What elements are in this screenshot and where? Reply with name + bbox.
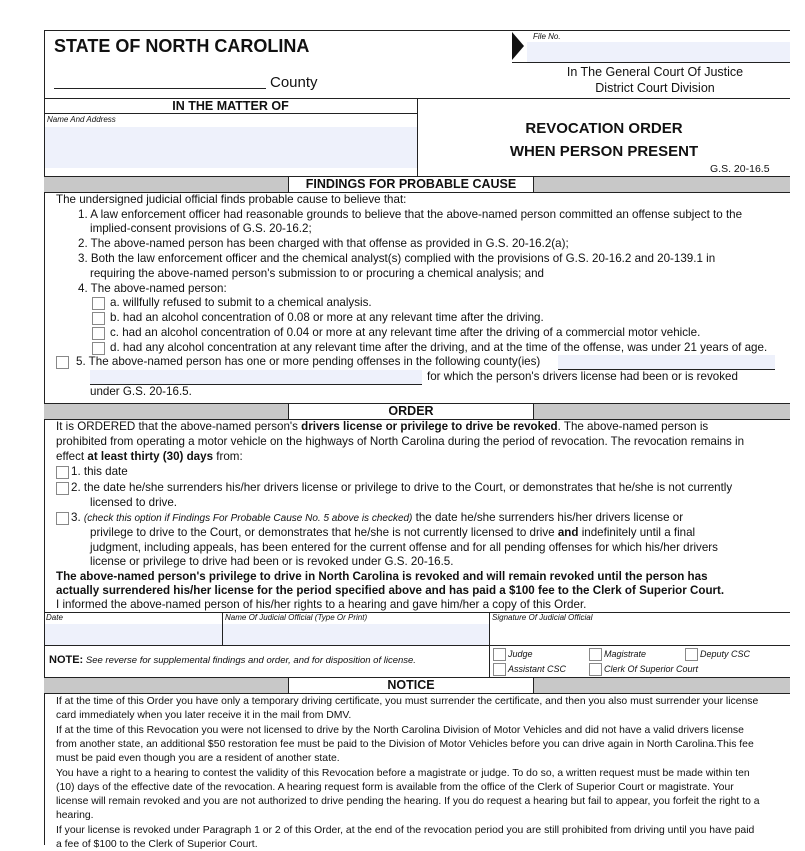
role-clerk: Clerk Of Superior Court [604,664,699,674]
finding-1-cont: implied-consent provisions of G.S. 20-16.2; [90,222,312,235]
order-option-1: 1. this date [71,465,128,478]
notice-line: If your license is revoked under Paragraph 1 or 2 of this Order, at the end of the revocation period you are still prohibited from driving until you have paid [56,825,755,836]
checkbox-4d[interactable] [92,342,105,355]
signature-label: Signature Of Judicial Official [492,613,593,622]
county-label: County [270,74,318,91]
finding-4a: a. willfully refused to submit to a chemical analysis. [110,296,372,309]
checkbox-magistrate[interactable] [589,648,602,661]
order-para-2: prohibited from operating a motor vehicle on the highways of North Carolina during the period of revocation. The revocation remains in [56,435,745,448]
divider [512,62,790,63]
state-title: STATE OF NORTH CAROLINA [54,36,310,56]
file-no-label: File No. [533,32,561,41]
order-option-2-cont: licensed to drive. [90,496,177,509]
finding-4: 4. The above-named person: [78,282,227,295]
order-heading-bar [44,403,790,420]
divider [44,113,417,114]
judicial-name-input[interactable] [223,624,489,645]
name-address-label: Name And Address [47,115,116,124]
divider [44,645,790,646]
county-line [54,88,266,89]
file-arrow-icon [512,32,524,60]
notice-line: card immediately when you later receive it in the mail from DMV. [56,710,352,721]
checkbox-4c[interactable] [92,327,105,340]
name-address-input[interactable] [45,127,417,168]
role-magistrate: Magistrate [604,649,647,659]
finding-5-statute: under G.S. 20-16.5. [90,385,192,398]
order-option-3-cont2: judgment, including appeals, has been entered for the current offense and for all pending offenses for which his/her drivers [90,541,718,554]
judicial-name-label: Name Of Judicial Official (Type Or Print) [225,613,368,622]
checkbox-assistant-csc[interactable] [493,663,506,676]
order-heading: ORDER [288,404,534,419]
date-label: Date [46,613,63,622]
matter-heading: IN THE MATTER OF [172,99,289,113]
notice-line: must be paid even though you are a resident of another state. [56,753,340,764]
finding-3: 3. Both the law enforcement officer and the chemical analyst(s) complied with the provisions of G.S. 20-16.2 and 20-139.1 in [78,252,716,265]
informed-statement: I informed the above-named person of his/her rights to a hearing and gave him/her a copy of this Order. [56,598,587,611]
note-text: NOTE: See reverse for supplemental findings and order, and for disposition of license. [49,654,416,666]
checkbox-order-3[interactable] [56,512,69,525]
finding-1: 1. A law enforcement officer had reasonable grounds to believe that the above-named person committed an offense subject to the [78,208,743,221]
form-title-1: REVOCATION ORDER [525,120,683,137]
notice-heading: NOTICE [288,678,534,693]
notice-line: You have a right to a hearing to contest the validity of this Revocation before a magistrate or judge. To do so, a written request must be made within ten [56,768,750,779]
checkbox-order-1[interactable] [56,466,69,479]
county-list-input[interactable] [558,355,775,370]
checkbox-4b[interactable] [92,312,105,325]
divider [44,612,790,613]
county-list-input-2[interactable] [90,370,422,385]
checkbox-4a[interactable] [92,297,105,310]
court-name: In The General Court Of Justice [566,65,744,79]
role-assistant-csc: Assistant CSC [508,664,567,674]
role-deputy-csc: Deputy CSC [700,649,751,659]
divider [417,98,418,176]
notice-heading-bar [44,677,790,694]
findings-heading-bar [44,176,790,193]
order-option-2: 2. the date he/she surrenders his/her drivers license or privilege to drive to the Court, or demonstrates that he/she is not currently [71,481,733,494]
checkbox-deputy-csc[interactable] [685,648,698,661]
finding-3-cont: requiring the above-named person's submission to or procuring a chemical analysis; and [90,267,544,280]
revocation-notice-1: The above-named person's privilege to drive in North Carolina is revoked and will remain revoked until the person has [56,570,708,583]
notice-line: If at the time of this Order you have only a temporary driving certificate, you must surrender the certificate, and then you also must surrender your license [56,696,759,707]
findings-heading: FINDINGS FOR PROBABLE CAUSE [288,177,534,192]
file-no-input[interactable] [527,42,790,62]
notice-line: hearing. [56,810,94,821]
finding-4c: c. had an alcohol concentration of 0.04 or more at any relevant time after the driving of a commercial motor vehicle. [110,326,701,339]
finding-2: 2. The above-named person has been charged with that offense as provided in G.S. 20-16.2(a); [78,237,569,250]
finding-5-cont: for which the person's drivers license had been or is revoked [427,370,738,383]
form-title-2: WHEN PERSON PRESENT [509,143,699,160]
date-input[interactable] [45,624,222,645]
notice-line: from another state, an additional $50 restoration fee must be paid to the Division of Motor Vehicles before you can drive again in North Carolina.This fee [56,739,754,750]
checkbox-order-2[interactable] [56,482,69,495]
order-option-3-cont: privilege to drive to the Court, or demonstrates that he/she is not currently licensed to drive and indefinitely until a final [90,526,696,539]
findings-intro: The undersigned judicial official finds probable cause to believe that: [56,193,407,206]
checkbox-clerk[interactable] [589,663,602,676]
notice-line: If at the time of this Revocation you were not licensed to drive by the North Carolina Division of Motor Vehicles and did not have a valid drivers license [56,725,744,736]
checkbox-5[interactable] [56,356,69,369]
revocation-notice-2: actually surrendered his/her license for the period specified above and has paid a $100 fee to the Clerk of Superior Court. [56,584,725,597]
statute-ref: G.S. 20-16.5 [710,163,770,175]
order-para-1: It is ORDERED that the above-named person's drivers license or privilege to drive be revoked. The above-named person is [56,420,709,433]
court-division: District Court Division [595,81,715,95]
finding-5: 5. The above-named person has one or more pending offenses in the following county(ies) [76,355,541,368]
notice-line: (10) days of the effective date of the revocation. A hearing request form is available from the office of the Clerk of Superior Court or magistrate. Your [56,782,734,793]
role-judge: Judge [508,649,533,659]
finding-4d: d. had any alcohol concentration at any relevant time after the driving, and at the time of the offense, was under 21 years of age. [110,341,768,354]
order-option-3-cont3: license or privilege to drive had been or is revoked under G.S. 20-16.5. [90,555,454,568]
top-border [44,30,790,31]
order-option-3: 3. (check this option if Findings For Probable Cause No. 5 above is checked) the date he/she surrenders his/her drivers license or [71,511,684,524]
notice-line: a fee of $100 to the Clerk of Superior Court. [56,839,258,850]
finding-4b: b. had an alcohol concentration of 0.08 or more at any relevant time after the driving. [110,311,544,324]
notice-line: license will remain revoked and you are not authorized to drive pending the hearing. If you do request a hearing but fail to appear, you forfeit the right to a [56,796,760,807]
order-para-3: effect at least thirty (30) days from: [56,450,243,463]
checkbox-judge[interactable] [493,648,506,661]
